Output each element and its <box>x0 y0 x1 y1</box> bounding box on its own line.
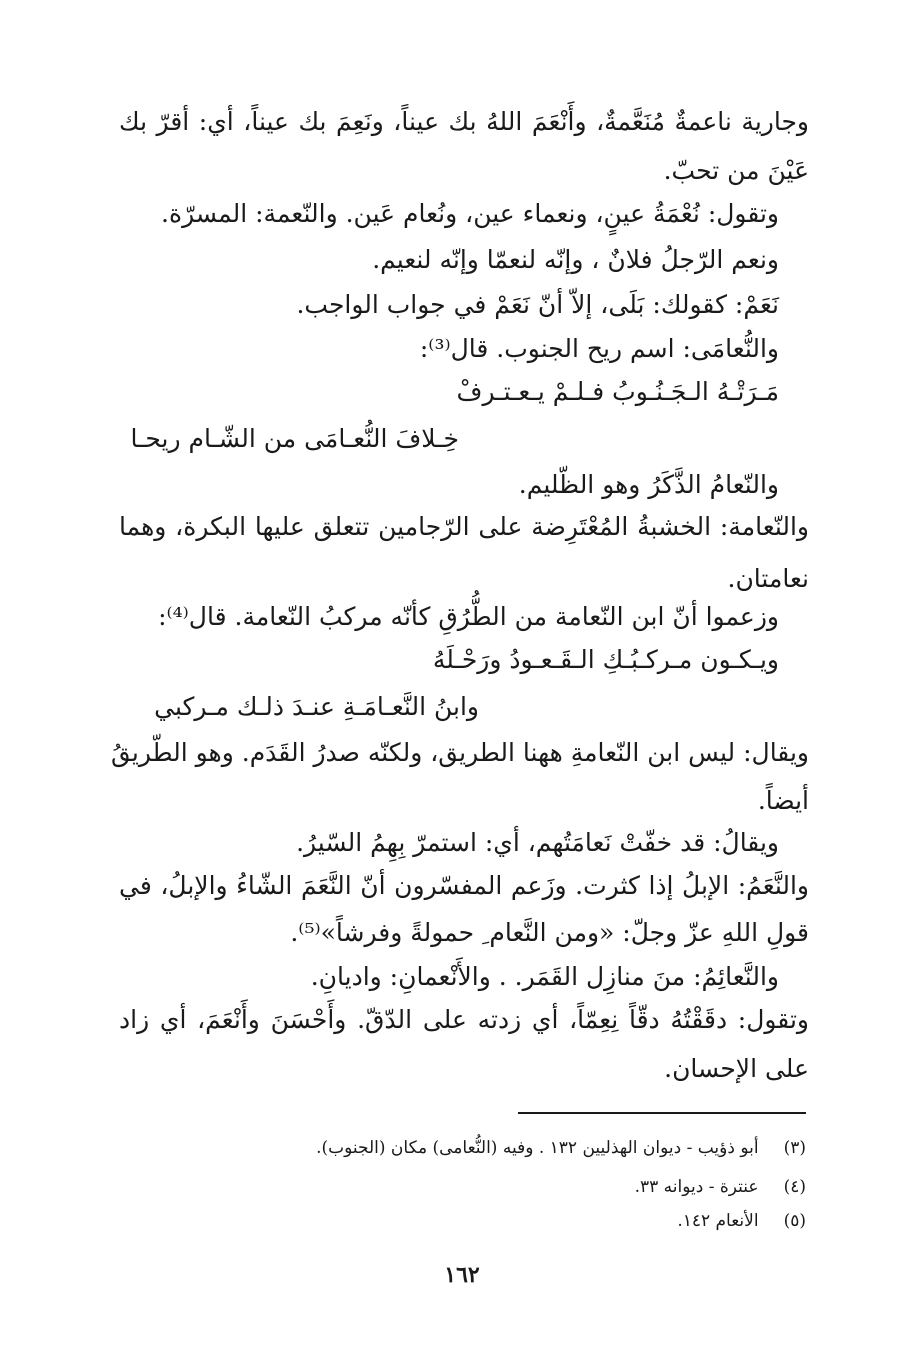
text-line: والنّعامة: الخشبةُ المُعْتَرِضة على الرّجامين تتعلق عليها البكرة، وهما <box>119 512 809 541</box>
footnote-text: الأنعام ١٤٢. <box>677 1211 759 1231</box>
text-line: وجارية ناعمةٌ مُنَعَّمةٌ، وأَنْعَمَ اللهُ بك عيناً، ونَعِمَ بك عيناً، أي: أقرّ بك <box>119 107 809 136</box>
page-number: ١٦٢ <box>444 1262 480 1288</box>
text-line: أيضاً. <box>757 786 809 815</box>
text-line: نعامتان. <box>727 564 809 593</box>
text-line: قولِ اللهِ عزّ وجلّ: «ومن النَّعام ِ حمولةً وفرشاً»⁽⁵⁾. <box>290 918 809 947</box>
text-line: عَيْنَ من تحبّ. <box>663 156 809 185</box>
text-line: نَعَمْ: كقولك: بَلَى، إلاّ أنّ نَعَمْ في جواب الواجب. <box>296 290 779 319</box>
footnote <box>316 1137 806 1159</box>
text-line: وتقول: نُعْمَةُ عينٍ، ونعماء عين، ونُعام عَين. والنّعمة: المسرّة. <box>161 199 779 228</box>
verse-line: ويـكـون مـركـبُـكِ الـقَـعـودُ ورَحْـلَهُ <box>432 645 779 674</box>
verse-line: خِـلافَ النُّعـامَى من الشّـام ريحـا <box>130 424 459 453</box>
footnote-divider <box>518 1112 806 1114</box>
text-line: ويقال: ليس ابن النّعامةِ ههنا الطريق، ولكنّه صدرُ القَدَم. وهو الطّريقُ <box>111 738 809 767</box>
footnote-number: (٤) <box>783 1177 806 1197</box>
text-line: على الإحسان. <box>664 1054 809 1083</box>
footnote-number: (٣) <box>783 1138 806 1158</box>
footnote-number: (٥) <box>783 1211 806 1231</box>
footnote-text: أبو ذؤيب - ديوان الهذليين ١٣٢ . وفيه (النُّعامى) مكان (الجنوب). <box>316 1138 759 1158</box>
footnote <box>635 1176 806 1198</box>
footnote <box>677 1210 806 1232</box>
verse-line: مَـرَتْـهُ الـجَـنُـوبُ فـلـمْ يـعـتـرفْ <box>456 377 779 406</box>
footnote-text: عنترة - ديوانه ٣٣. <box>634 1177 759 1197</box>
text-line: ويقالُ: قد خفّتْ نَعامَتُهم، أي: استمرّ بِهِمُ السّيرُ. <box>296 828 779 857</box>
text-line: والنَّعائِمُ: منَ منازِل القَمَر. . والأَنْعمانِ: واديانِ. <box>310 962 779 991</box>
text-line: والنّعامُ الذَّكَرُ وهو الظّليم. <box>518 470 779 499</box>
text-line: وتقول: دقَقْتُهُ دقّاً نِعِمّاً، أي زدته على الدّقّ. وأَحْسَنَ وأَنْعَمَ، أي زاد <box>119 1005 809 1034</box>
text-line: وزعموا أنّ ابن النّعامة من الطُّرُقِ كأنّه مركبُ النّعامة. قال⁽⁴⁾: <box>158 602 779 631</box>
text-line: ونعم الرّجلُ فلانٌ ، وإنّه لنعمّا وإنّه لنعيم. <box>372 245 779 274</box>
text-line: والنُّعامَى: اسم ريح الجنوب. قال⁽³⁾: <box>419 334 779 363</box>
verse-line: وابنُ النَّعـامَـةِ عنـدَ ذلـك مـركبي <box>154 692 479 721</box>
text-line: والنَّعَمُ: الإبلُ إذا كثرت. وزَعم المفسّرون أنّ النَّعَمَ الشّاءُ والإبلُ، في <box>119 871 809 900</box>
